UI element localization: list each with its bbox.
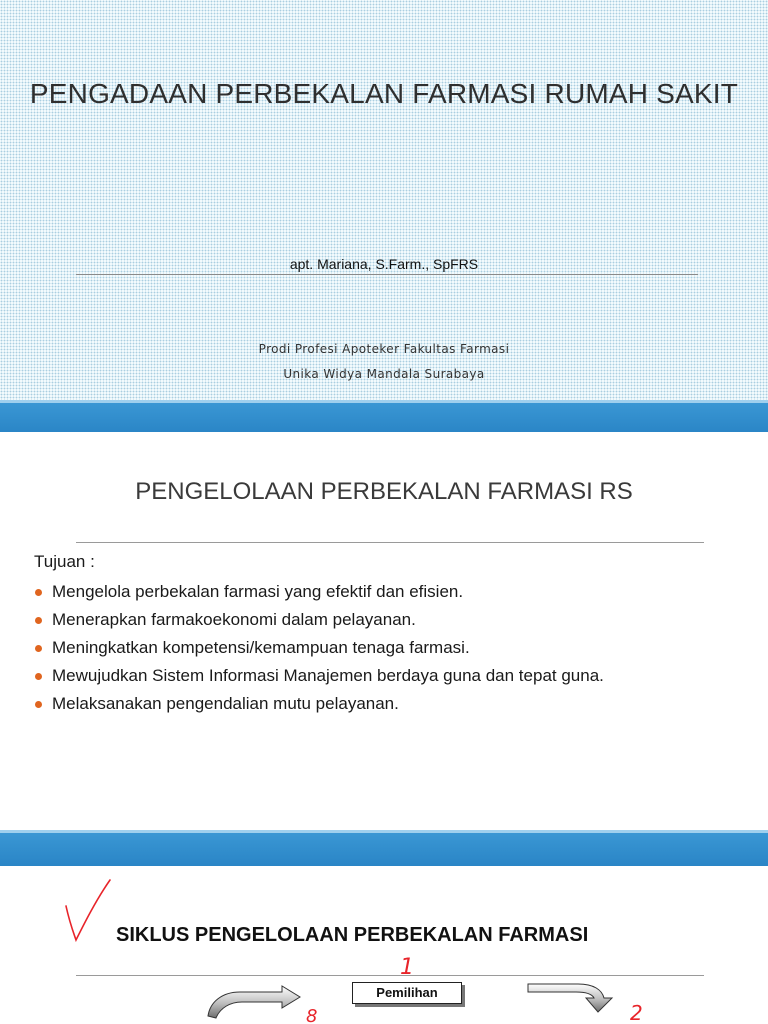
annotation-number-top: 1 — [400, 955, 414, 980]
list-item-text: Meningkatkan kompetensi/kemampuan tenaga farmasi. — [52, 638, 470, 657]
objectives-intro: Tujuan : — [34, 552, 95, 571]
title-divider — [76, 975, 704, 976]
bullet-icon — [35, 701, 42, 708]
cycle-slide — [0, 866, 768, 1024]
list-item — [34, 578, 604, 606]
list-item — [34, 606, 604, 634]
list-item-text: Mengelola perbekalan farmasi yang efektif dan efisien. — [52, 582, 464, 601]
cycle-step-box: Pemilihan — [352, 982, 462, 1004]
author-name: apt. Mariana, S.Farm., SpFRS — [289, 256, 479, 272]
objectives-list — [34, 578, 604, 718]
list-item-text: Mewujudkan Sistem Informasi Manajemen berdaya guna dan tepat guna. — [52, 666, 604, 685]
institution-line-1: Prodi Profesi Apoteker Fakultas Farmasi — [258, 342, 510, 356]
slide-separator-band — [0, 400, 768, 433]
list-item-text: Menerapkan farmakoekonomi dalam pelayanan. — [52, 610, 416, 629]
bullet-icon — [35, 589, 42, 596]
title-slide — [0, 0, 768, 400]
slide-separator-band — [0, 830, 768, 866]
bullet-icon — [35, 645, 42, 652]
list-item — [34, 662, 604, 690]
list-item — [34, 634, 604, 662]
bullet-icon — [35, 673, 42, 680]
list-item — [34, 690, 604, 718]
slide-title: SIKLUS PENGELOLAAN PERBEKALAN FARMASI — [116, 924, 589, 946]
title-divider — [76, 542, 704, 543]
cycle-arrow-left-icon — [208, 986, 300, 1018]
slide-title: PENGELOLAAN PERBEKALAN FARMASI RS — [135, 478, 633, 505]
institution-line-2: Unika Widya Mandala Surabaya — [283, 367, 485, 381]
cycle-arrow-right-icon — [528, 984, 612, 1012]
bullet-icon — [35, 617, 42, 624]
checkmark-icon — [66, 880, 110, 940]
objectives-slide — [0, 436, 768, 830]
annotation-number-left: 8 — [306, 1006, 318, 1024]
title-divider — [76, 274, 698, 275]
annotation-number-right: 2 — [630, 1001, 643, 1024]
presentation-title: PENGADAAN PERBEKALAN FARMASI RUMAH SAKIT — [29, 78, 739, 109]
list-item-text: Melaksanakan pengendalian mutu pelayanan. — [52, 694, 399, 713]
